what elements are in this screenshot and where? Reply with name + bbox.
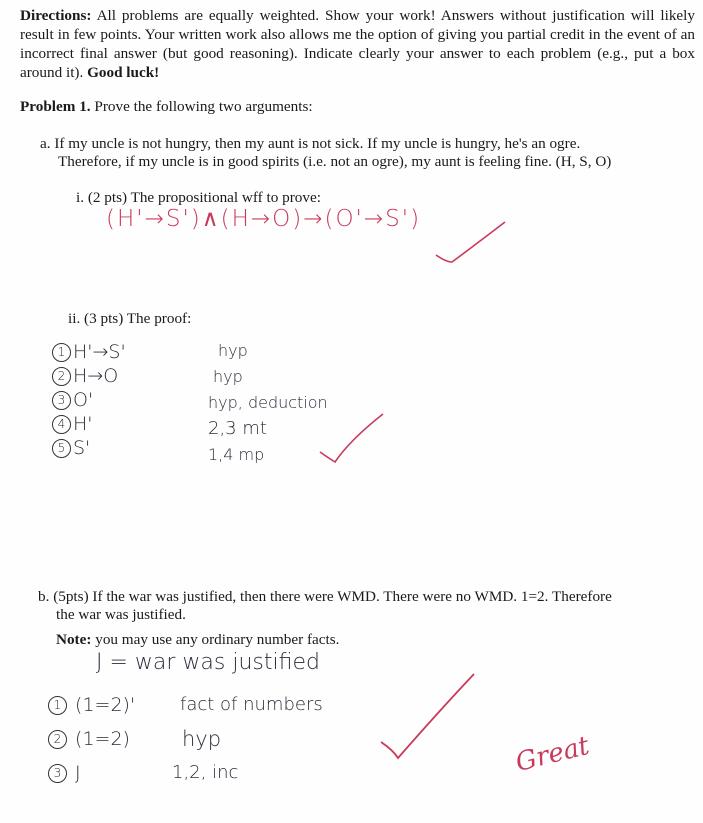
step-number-circle: 3 (52, 391, 71, 410)
step-number-circle: 2 (52, 367, 71, 386)
step-number-circle: 2 (48, 730, 67, 749)
problem-1-label: Problem 1. (20, 98, 91, 115)
part-b-line-2: the war was justified. (56, 606, 186, 623)
proof-reason: hyp (213, 367, 243, 386)
step-number-circle: 4 (52, 415, 71, 434)
part-a-line-2: Therefore, if my uncle is in good spirits (i.e. not an ogre), my aunt is feeling fine. (H, S, O) (58, 153, 612, 170)
directions-text: All problems are equally weighted. Show your work! Answers without justification will likely result in few points. Your written work also allows me the option of giving you partial credit in the event of an incorrect final answer (but good reasoning). Indicate clearly your answer to each problem (e.g., put a box around it). (20, 7, 695, 81)
good-luck-text: Good luck! (87, 64, 160, 81)
step-number-circle: 5 (52, 439, 71, 458)
checkmark-icon (381, 674, 474, 758)
proof-statement: S' (73, 437, 91, 459)
part-a-line-1: a. If my uncle is not hungry, then my aunt is not sick. If my uncle is hungry, he's an ogre. (40, 135, 581, 152)
proof-reason: hyp (182, 727, 222, 751)
checkmark-icon (436, 222, 505, 262)
note-label: Note: (56, 631, 92, 648)
part-a-wff-answer: (H'→S')∧(H→O)→(O'→S') (106, 206, 422, 232)
proof-reason: 1,4 mp (208, 445, 265, 464)
grader-comment: Great (512, 730, 593, 778)
proof-reason: hyp (218, 341, 248, 360)
part-b-definition: J = war was justified (96, 650, 320, 675)
proof-statement: H' (73, 413, 93, 435)
directions-label: Directions: (20, 7, 92, 24)
part-b-line-1: b. (5pts) If the war was justified, then there were WMD. There were no WMD. 1=2. Therefore (38, 588, 612, 605)
problem-1-text: Prove the following two arguments: (94, 98, 313, 115)
part-a-ii-label: ii. (3 pts) The proof: (68, 310, 192, 327)
proof-statement: (1=2)' (75, 694, 136, 716)
proof-statement: J (75, 762, 81, 784)
proof-reason: 1,2, inc (172, 762, 239, 783)
proof-statement: H'→S' (73, 341, 126, 363)
checkmark-icon (320, 414, 383, 462)
part-a-i-label: i. (2 pts) The propositional wff to prove: (76, 189, 321, 206)
proof-statement: H→O (73, 365, 119, 387)
proof-statement: (1=2) (75, 728, 130, 750)
proof-reason: hyp, deduction (208, 393, 328, 412)
proof-reason: 2,3 mt (208, 418, 267, 439)
note-text: you may use any ordinary number facts. (95, 631, 340, 648)
proof-reason: fact of numbers (180, 694, 323, 715)
step-number-circle: 1 (48, 696, 67, 715)
step-number-circle: 1 (52, 343, 71, 362)
step-number-circle: 3 (48, 764, 67, 783)
proof-statement: O' (73, 389, 94, 411)
